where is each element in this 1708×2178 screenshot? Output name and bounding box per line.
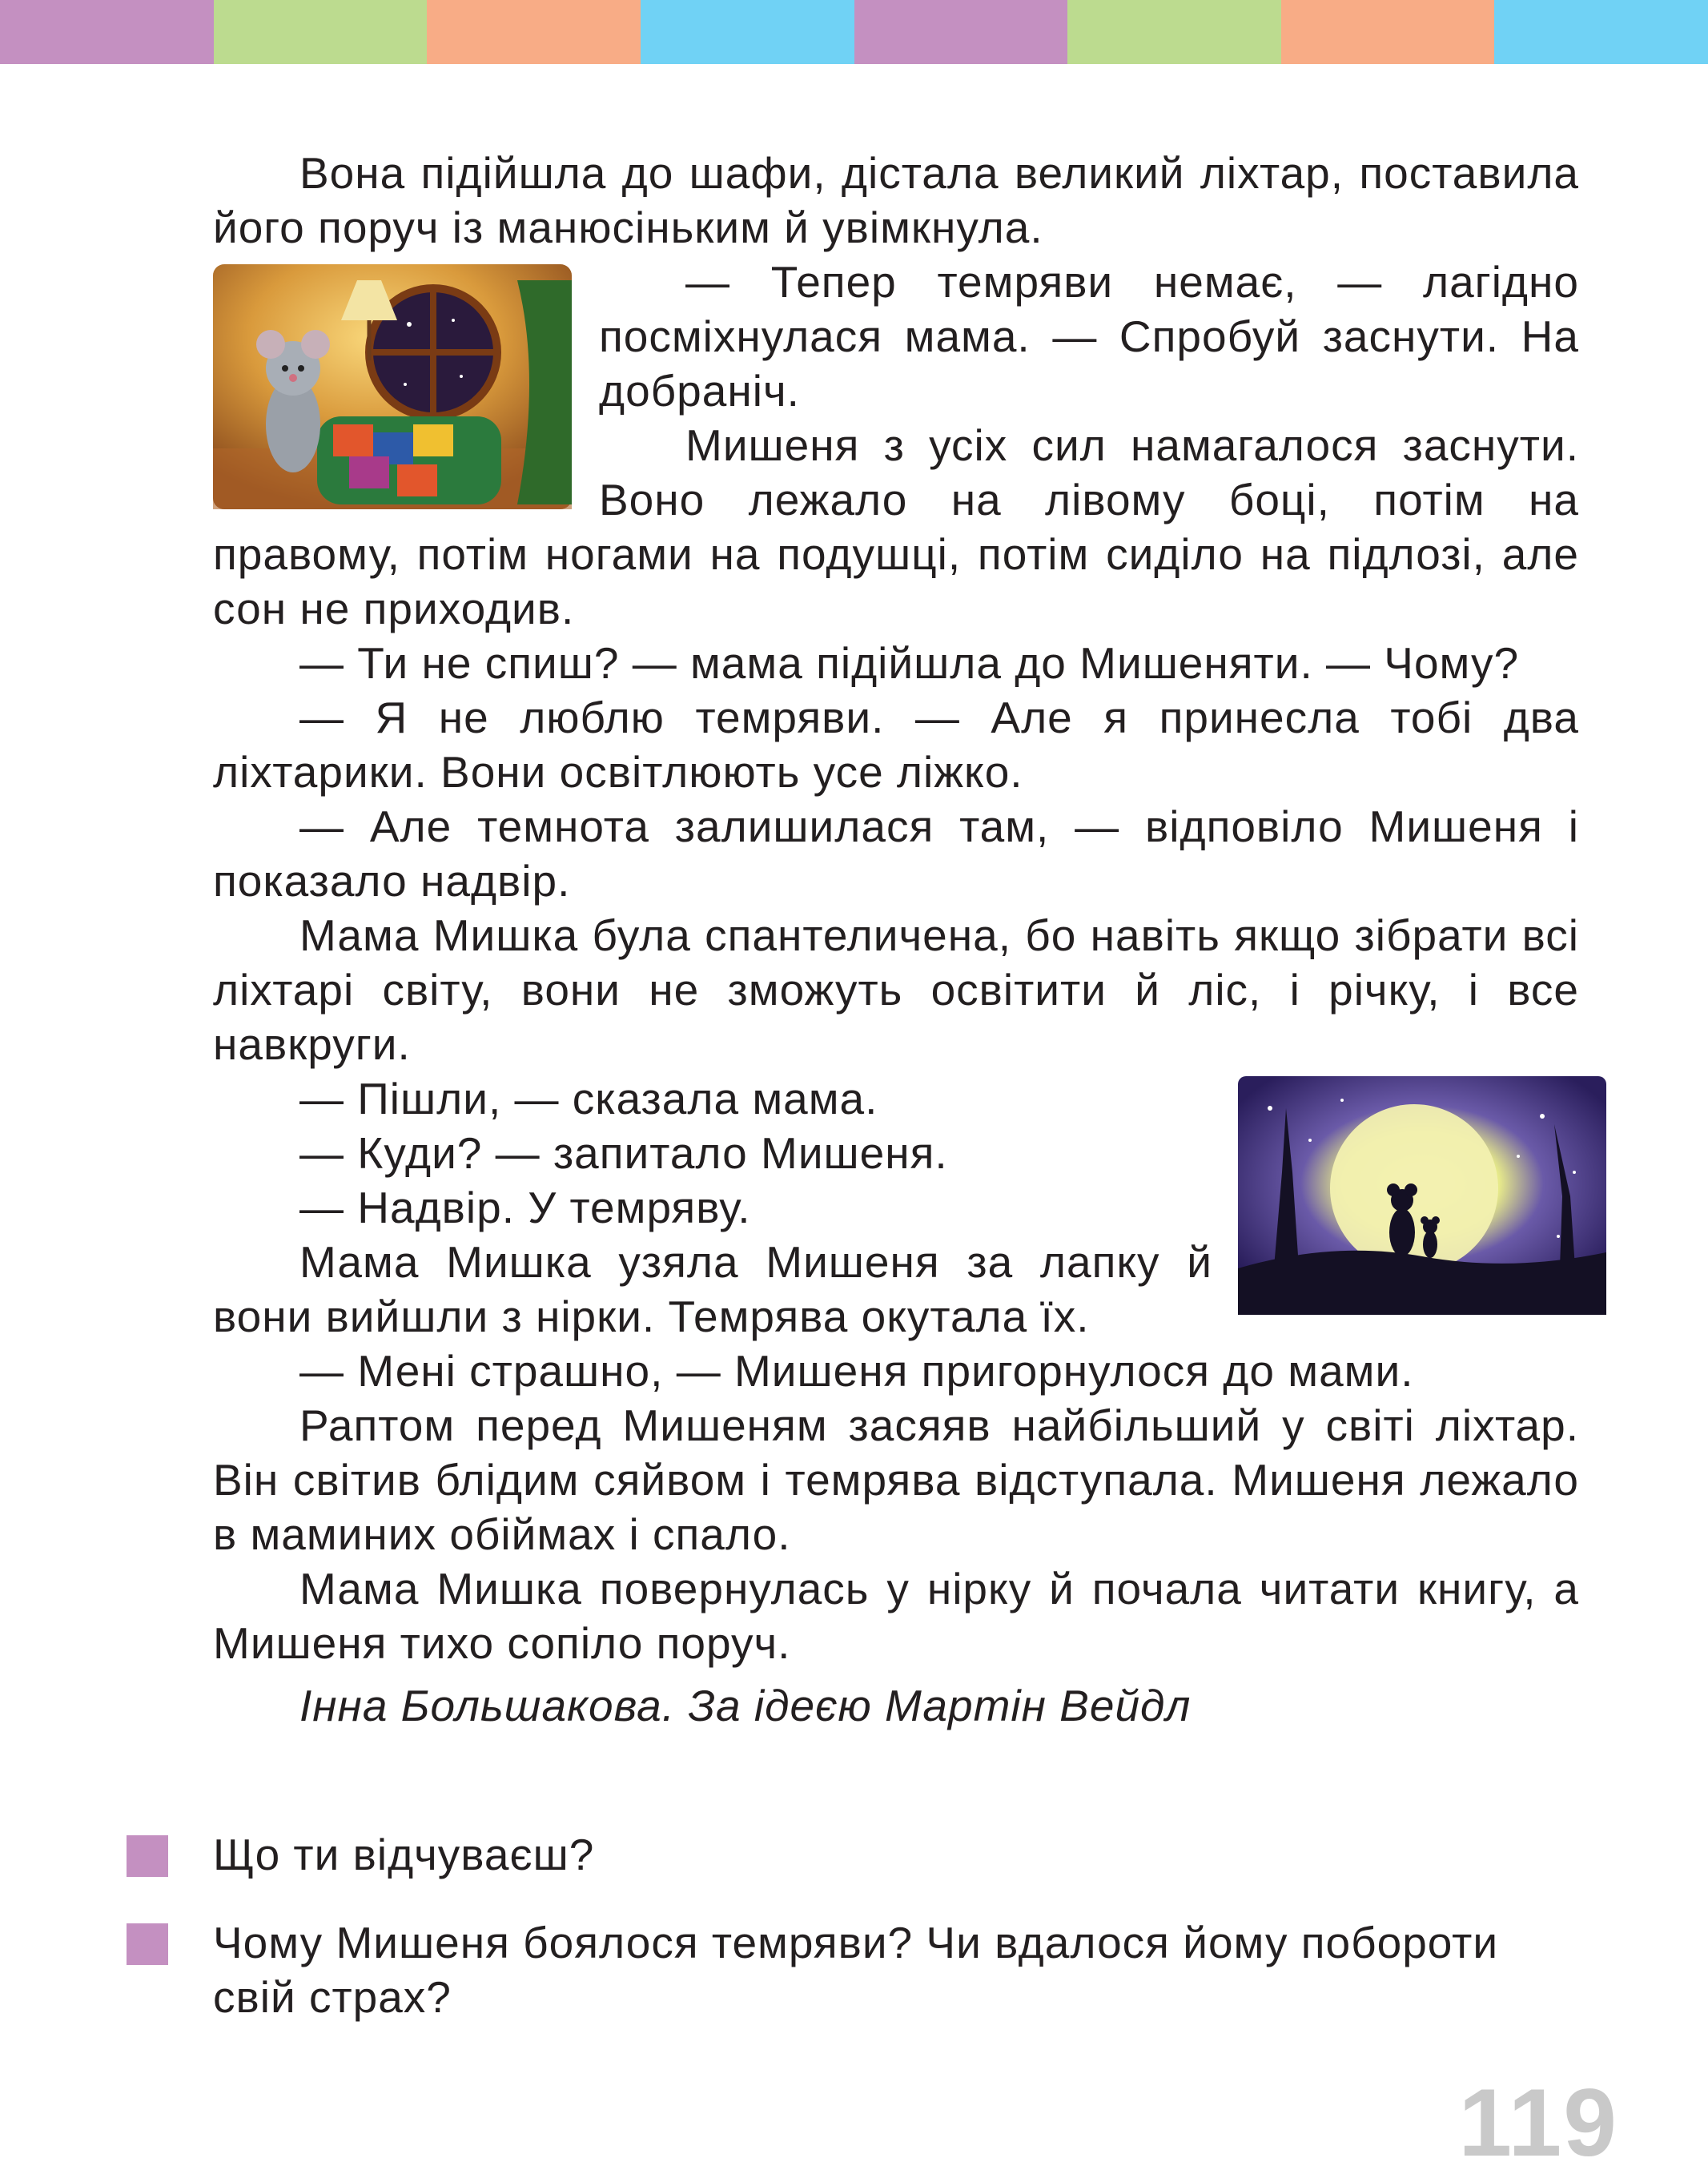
question-item <box>213 1827 1579 1882</box>
story-paragraph: — Пішли, — сказала мама. <box>299 1074 878 1123</box>
color-stripe <box>1494 0 1708 64</box>
story-paragraph: — Мені страшно, — Мишеня пригорнулося до мами. <box>299 1346 1414 1396</box>
color-stripe <box>641 0 854 64</box>
color-stripe <box>214 0 428 64</box>
story-paragraph: Вона підійшла до шафи, дістала великий ліхтар, поставила його поруч із манюсіньким й увімкнула. <box>213 148 1579 252</box>
question-text: Що ти відчуваєш? <box>213 1830 595 1879</box>
mouse-bedroom-illustration <box>213 264 572 509</box>
story-paragraph: Раптом перед Мишеням засяяв найбільший у світі ліхтар. Він світив блідим сяйвом і темрява відступала. Мишеня лежало в маминих обіймах і спало. <box>213 1400 1579 1559</box>
color-stripe <box>427 0 641 64</box>
color-stripe <box>854 0 1068 64</box>
page-number: 119 <box>1458 2069 1618 2176</box>
color-stripe <box>1067 0 1281 64</box>
color-stripe-bar <box>0 0 1708 64</box>
question-item <box>213 1915 1579 2024</box>
moon-night-illustration <box>1238 1076 1606 1315</box>
story-paragraph: — Куди? — запитало Мишеня. <box>299 1128 948 1178</box>
story-attribution: Інна Большакова. За ідеєю Мартін Вейдл <box>299 1681 1192 1730</box>
story-paragraph: — Тепер темряви немає, — лагідно посміхнулася мама. — Спробуй заснути. На добраніч. <box>599 257 1579 416</box>
story-paragraph: — Ти не спиш? — мама підійшла до Мишеняти. — Чому? <box>299 638 1520 688</box>
story-paragraph: Мама Мишка узяла Мишеня за лапку й вони вийшли з нірки. Темрява окутала їх. <box>213 1237 1212 1341</box>
story-text <box>213 146 1579 1733</box>
question-text: Чому Мишеня боялося темряви? Чи вдалося йому побороти свій страх? <box>213 1918 1499 2022</box>
question-marker-icon <box>127 1923 168 1965</box>
story-paragraph: Мишеня з усіх сил намагалося заснути. Воно лежало на лівому боці, потім на правому, потім ногами на подушці, потім сиділо на підлозі, але сон не приходив. <box>213 420 1579 633</box>
story-paragraph: — Але темнота залишилася там, — відповіло Мишеня і показало надвір. <box>213 802 1579 906</box>
color-stripe <box>0 0 214 64</box>
story-paragraph: Мама Мишка була спантеличена, бо навіть якщо зібрати всі ліхтарі світу, вони не зможуть освітити й ліс, і річку, і все навкруги. <box>213 910 1579 1069</box>
story-paragraph: — Надвір. У темряву. <box>299 1183 751 1232</box>
color-stripe <box>1281 0 1495 64</box>
question-marker-icon <box>127 1835 168 1877</box>
story-paragraph: Мама Мишка повернулась у нірку й почала читати книгу, а Мишеня тихо сопіло поруч. <box>213 1564 1579 1668</box>
story-paragraph: — Я не люблю темряви. — Але я принесла тобі два ліхтарики. Вони освітлюють усе ліжко. <box>213 693 1579 797</box>
